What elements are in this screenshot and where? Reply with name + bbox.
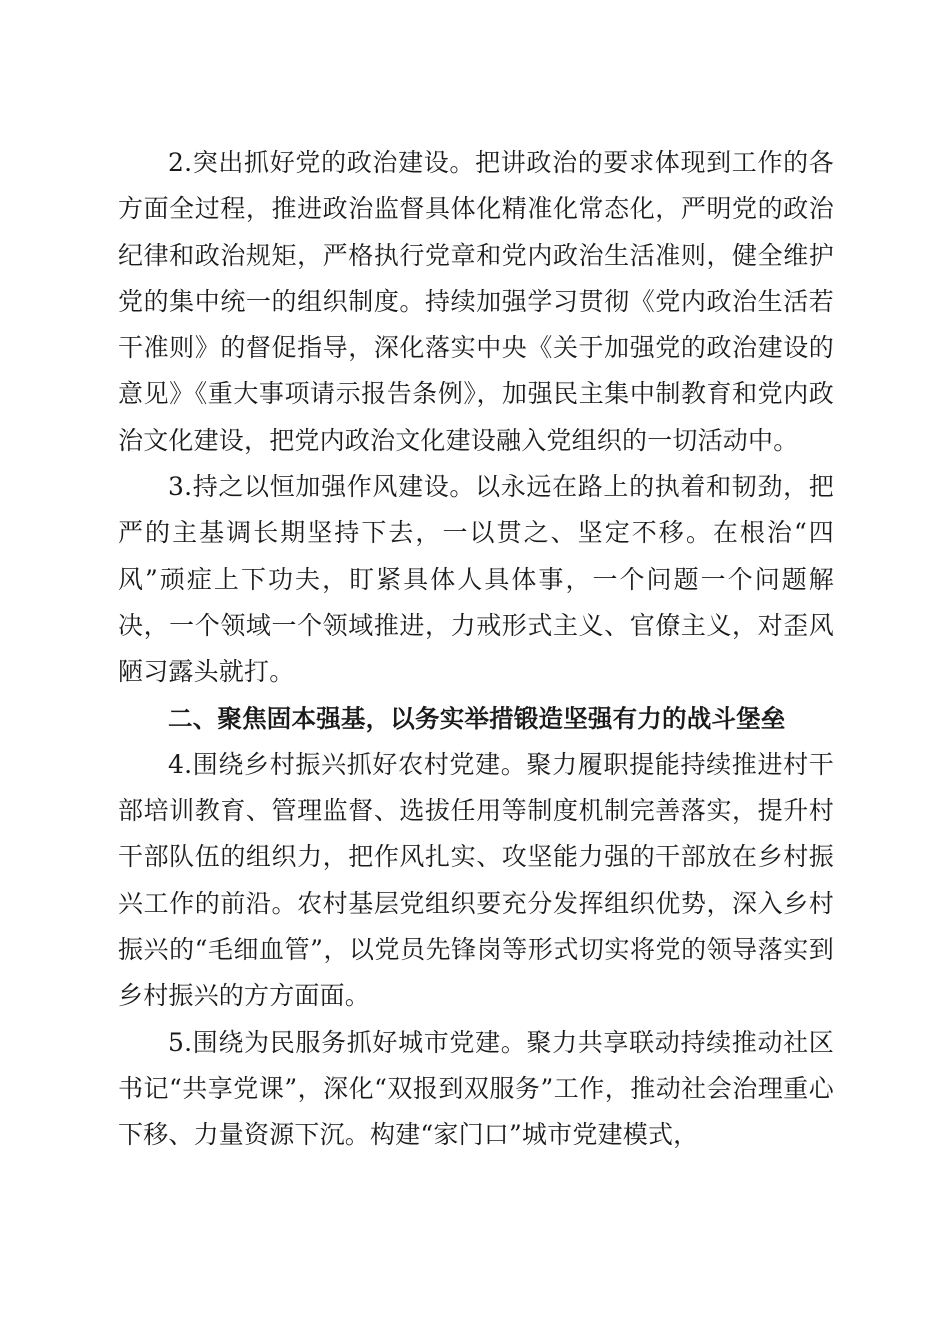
document-body bbox=[118, 140, 834, 1159]
paragraph-work-style: 3.持之以恒加强作风建设。以永远在路上的执着和韧劲，把严的主基调长期坚持下去，一以贯之、坚定不移。在根治“四风”顽症上下功夫，盯紧具体人具体事，一个问题一个问题解决，一个领域一个领域推进，力戒形式主义、官僚主义，对歪风陋习露头就打。 bbox=[118, 472, 834, 687]
paragraph-urban-party-building: 5.围绕为民服务抓好城市党建。聚力共享联动持续推动社区书记“共享党课”，深化“双报到双服务”工作，推动社会治理重心下移、力量资源下沉。构建“家门口”城市党建模式， bbox=[118, 1027, 834, 1150]
paragraph-rural-party-building: 4.围绕乡村振兴抓好农村党建。聚力履职提能持续推进村干部培训教育、管理监督、选拔任用等制度机制完善落实，提升村干部队伍的组织力，把作风扎实、攻坚能力强的干部放在乡村振兴工作的前沿。农村基层党组织要充分发挥组织优势，深入乡村振兴的“毛细血管”，以党员先锋岗等形式切实将党的领导落实到乡村振兴的方方面面。 bbox=[118, 749, 834, 1011]
section-heading: 二、聚焦固本强基，以务实举措锻造坚强有力的战斗堡垒 bbox=[168, 703, 786, 733]
paragraph-political-building: 2.突出抓好党的政治建设。把讲政治的要求体现到工作的各方面全过程，推进政治监督具体化精准化常态化，严明党的政治纪律和政治规矩，严格执行党章和党内政治生活准则，健全维护党的集中统一的组织制度。持续加强学习贯彻《党内政治生活若干准则》的督促指导，深化落实中央《关于加强党的政治建设的意见》《重大事项请示报告条例》，加强民主集中制教育和党内政治文化建设，把党内政治文化建设融入党组织的一切活动中。 bbox=[118, 148, 834, 455]
